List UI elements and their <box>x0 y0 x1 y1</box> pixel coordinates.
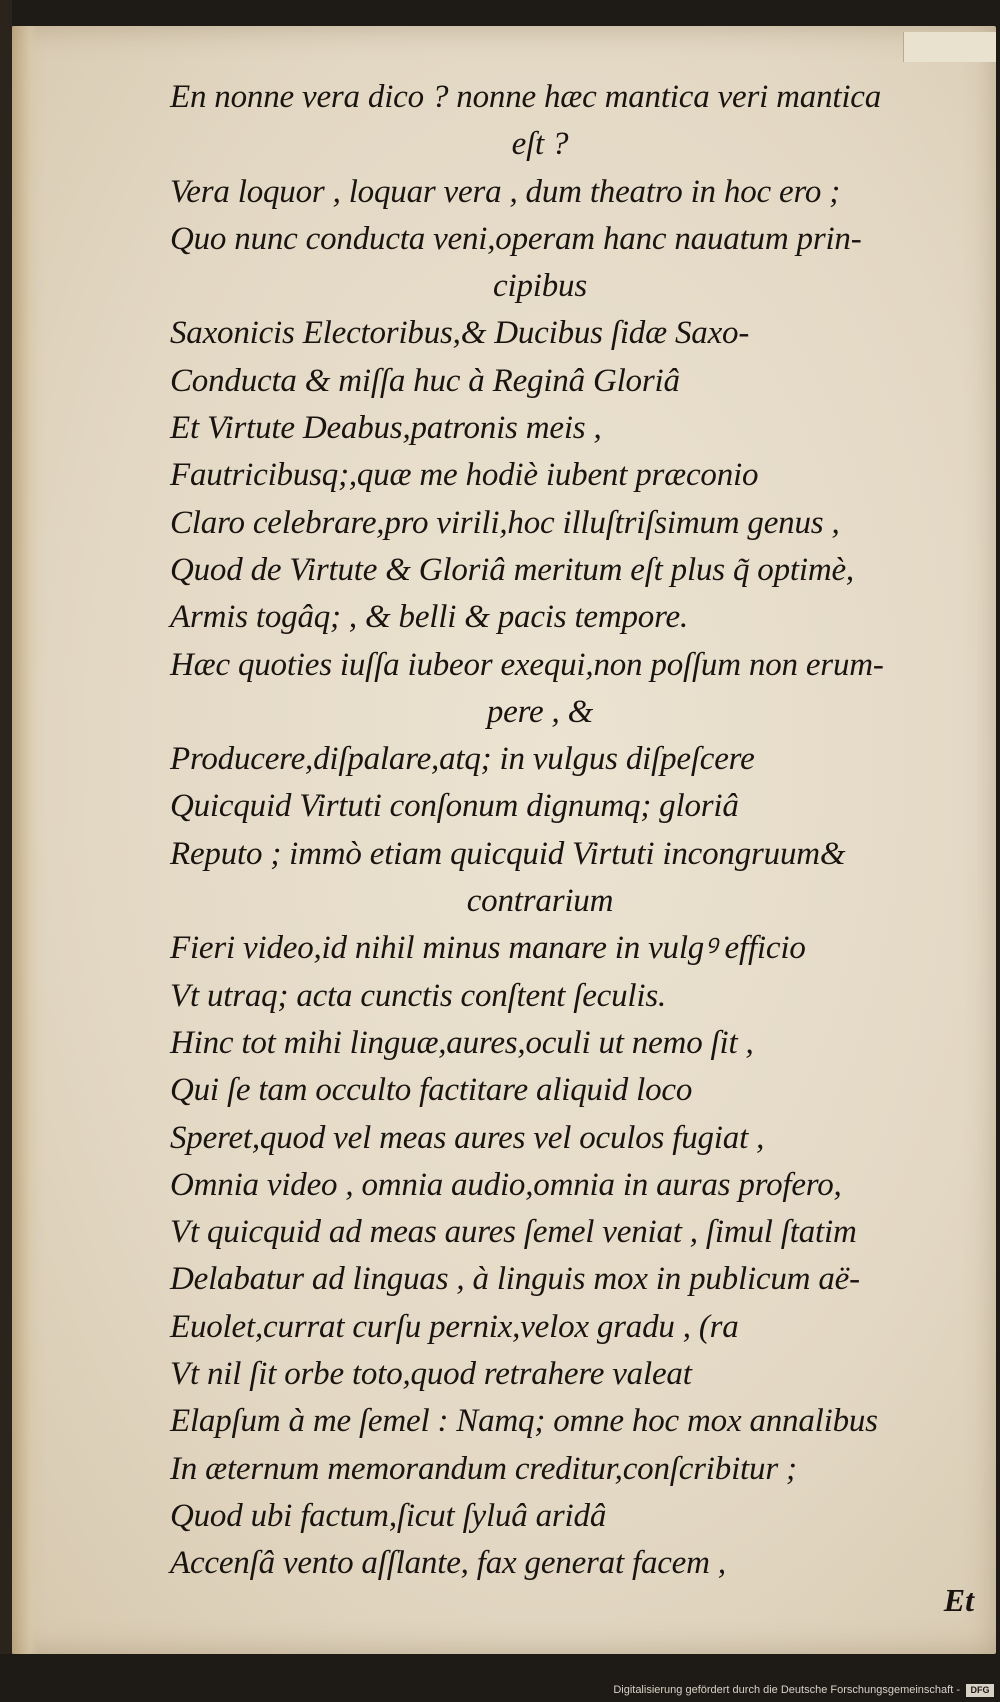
footer-bar <box>0 1654 1000 1702</box>
verse-line: Accenſâ vento aſſlante, fax generat facem , <box>170 1545 726 1582</box>
verse-line: En nonne vera dico ? nonne hæc mantica veri mantica <box>170 79 882 115</box>
verse-line: Quod de Virtute & Gloriâ meritum eſt plus q̃ optimè, <box>170 551 854 588</box>
page-corner-tab <box>903 32 996 62</box>
verse-line: Elapſum à me ſemel : Namq; omne hoc mox annalibus <box>170 1403 878 1440</box>
book-edge <box>0 0 12 1702</box>
verse-line: Delabatur ad linguas , à linguis mox in publicum aë- <box>170 1261 860 1298</box>
verse-line: Hæc quoties iuſſa iubeor exequi,non poſſum non erum- <box>170 646 884 683</box>
verse-line: Claro celebrare,pro virili,hoc illuſtriſsimum genus , <box>170 504 840 541</box>
verse-line: Producere,diſpalare,atq; in vulgus diſpeſcere <box>170 741 755 778</box>
verse-line: In æternum memorandum creditur,conſcribitur ; <box>170 1450 797 1487</box>
verse-line: Qui ſe tam occulto factitare aliquid loco <box>170 1072 693 1109</box>
verse-line: pere , & <box>486 693 594 730</box>
dfg-logo-icon: DFG <box>966 1684 994 1697</box>
verse-line: Saxonicis Electoribus,& Ducibus ſidæ Saxo- <box>170 315 750 352</box>
verse-line: Hinc tot mihi linguæ,aures,oculi ut nemo ſit , <box>170 1024 754 1061</box>
verse-line: Conducta & miſſa huc à Reginâ Gloriâ <box>170 362 680 399</box>
verse-line: Armis togâq; , & belli & pacis tempore. <box>170 599 689 636</box>
verse-line: Et Virtute Deabus,patronis meis , <box>170 410 602 447</box>
verse-line: Quicquid Virtuti conſonum dignumq; gloriâ <box>170 788 739 825</box>
verse-line: cipibus <box>493 268 587 305</box>
verse-line: Vera loquor , loquar vera , dum theatro in hoc ero ; <box>170 173 840 210</box>
verse-line: Quod ubi factum,ſicut ſyluâ aridâ <box>170 1497 607 1534</box>
page-gutter <box>12 26 38 1654</box>
verse-line: contrarium <box>466 883 614 920</box>
verse-text <box>170 74 990 1588</box>
verse-line: Fautricibusq;,quæ me hodiè iubent præconio <box>170 457 759 494</box>
verse-line: Omnia video , omnia audio,omnia in auras profero, <box>170 1166 842 1203</box>
verse-line: Quo nunc conducta veni,operam hanc nauatum prin- <box>170 220 862 257</box>
verse-line: Vt nil ſit orbe toto,quod retrahere valeat <box>170 1356 692 1393</box>
book-page <box>12 26 996 1654</box>
catchword: Et <box>943 1582 974 1618</box>
verse-line: Euolet,currat curſu pernix,velox gradu , (ra <box>170 1308 739 1345</box>
verse-line: Reputo ; immò etiam quicquid Virtuti incongruum& <box>170 835 846 872</box>
funding-credit: Digitalisierung gefördert durch die Deutsche Forschungsgemeinschaft - <box>613 1684 960 1696</box>
verse-line: Vt utraq; acta cunctis conſtent ſeculis. <box>170 977 667 1014</box>
verse-line: eſt ? <box>511 126 569 163</box>
verse-line: Speret,quod vel meas aures vel oculos fugiat , <box>170 1119 765 1156</box>
verse-line: Fieri video,id nihil minus manare in vulgꝰ efficio <box>170 930 806 967</box>
verse-line: Vt quicquid ad meas aures ſemel veniat , ſimul ſtatim <box>170 1214 857 1251</box>
